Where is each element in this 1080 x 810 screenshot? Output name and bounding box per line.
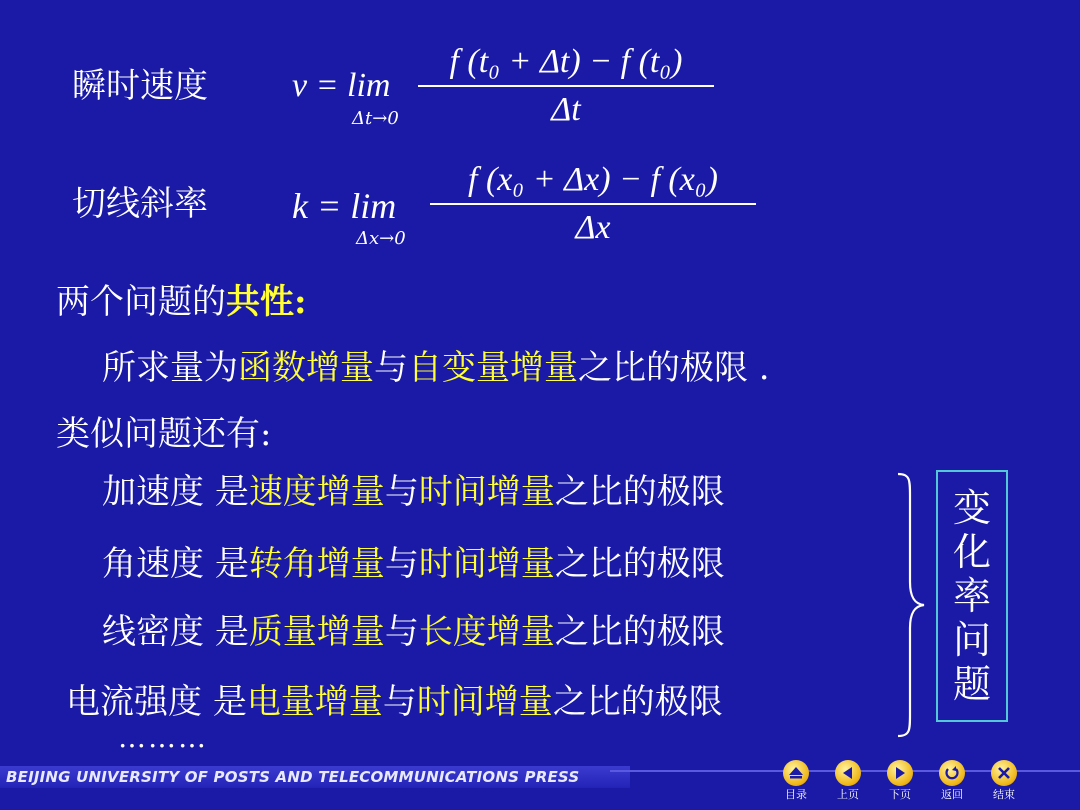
example-tail: 之比的极限 — [554, 472, 725, 512]
example-highlight-2: 时间增量 — [418, 544, 555, 584]
nav-return-label: 返回 — [941, 788, 963, 801]
statement-part-2: 与 — [374, 348, 408, 388]
slope-limit-sub: Δx→0 — [356, 228, 406, 249]
example-name: 电流强度 — [66, 682, 202, 722]
example-mid: 与 — [384, 544, 419, 584]
example-is: 是 — [214, 544, 249, 584]
statement-highlight-2: 自变量增量 — [408, 348, 578, 388]
nav-previous-button[interactable] — [823, 760, 873, 802]
example-is: 是 — [212, 682, 247, 722]
slope-lhs: k = lim — [292, 186, 397, 226]
example-name: 线密度 — [102, 612, 204, 652]
nav-contents-button[interactable] — [771, 760, 821, 802]
example-highlight-1: 电量增量 — [246, 682, 383, 722]
arrow-left-icon[interactable] — [835, 760, 861, 786]
example-highlight-2: 时间增量 — [418, 472, 555, 512]
example-highlight-1: 质量增量 — [248, 612, 385, 652]
example-mid: 与 — [384, 472, 419, 512]
rate-of-change-box — [936, 470, 1008, 722]
velocity-lhs: v = lim — [292, 67, 391, 104]
nav-return-button[interactable] — [927, 760, 977, 802]
arrow-right-icon[interactable] — [887, 760, 913, 786]
nav-end-button[interactable] — [979, 760, 1029, 802]
nav-next-label: 下页 — [889, 788, 911, 801]
box-char: 化 — [952, 530, 991, 574]
similar-heading: 类似问题还有: — [56, 414, 272, 454]
slope-numerator: f (x₀ + Δx) − f (x₀) — [468, 161, 718, 198]
right-brace-icon — [894, 470, 930, 740]
nav-end-label: 结束 — [993, 788, 1015, 801]
slope-denominator: Δx — [575, 209, 611, 246]
box-char: 问 — [952, 618, 991, 662]
velocity-numerator: f (t₀ + Δt) − f (t₀) — [449, 43, 683, 80]
common-statement — [102, 348, 770, 388]
velocity-fraction-bar — [418, 85, 714, 87]
example-is: 是 — [214, 472, 249, 512]
velocity-fraction — [418, 42, 714, 130]
common-highlight: 共性: — [226, 282, 307, 322]
example-row — [102, 612, 725, 652]
slope-fraction — [430, 160, 756, 248]
example-highlight-2: 时间增量 — [416, 682, 553, 722]
example-tail: 之比的极限 — [552, 682, 723, 722]
nav-next-button[interactable] — [875, 760, 925, 802]
return-icon[interactable] — [939, 760, 965, 786]
example-mid: 与 — [384, 612, 419, 652]
box-char: 变 — [952, 486, 991, 530]
ellipsis: ……… — [118, 721, 208, 754]
example-tail: 之比的极限 — [554, 544, 725, 584]
common-heading — [56, 282, 307, 322]
example-highlight-1: 速度增量 — [248, 472, 385, 512]
footer — [0, 760, 1080, 810]
box-char: 题 — [952, 662, 991, 706]
example-name: 角速度 — [102, 544, 204, 584]
example-row — [66, 682, 723, 722]
slope-label: 切线斜率 — [72, 184, 208, 224]
example-tail: 之比的极限 — [554, 612, 725, 652]
example-is: 是 — [214, 612, 249, 652]
statement-part-3: 之比的极限 . — [578, 348, 770, 388]
example-highlight-1: 转角增量 — [248, 544, 385, 584]
slope-fraction-bar — [430, 203, 756, 205]
publisher-name: BEIJING UNIVERSITY OF POSTS AND TELECOMMUNICATIONS PRESS — [6, 768, 580, 786]
example-row — [102, 544, 725, 584]
example-mid: 与 — [382, 682, 417, 722]
velocity-denominator: Δt — [551, 91, 581, 128]
statement-part-1: 所求量为 — [102, 348, 238, 388]
example-row — [102, 472, 725, 512]
example-highlight-2: 长度增量 — [418, 612, 555, 652]
example-name: 加速度 — [102, 472, 204, 512]
home-icon[interactable] — [783, 760, 809, 786]
velocity-limit-sub: Δt→0 — [352, 108, 399, 129]
velocity-label: 瞬时速度 — [72, 66, 208, 106]
close-icon[interactable] — [991, 760, 1017, 786]
nav-contents-label: 目录 — [785, 788, 807, 801]
common-prefix: 两个问题的 — [56, 282, 226, 322]
statement-highlight-1: 函数增量 — [238, 348, 374, 388]
box-char: 率 — [952, 574, 991, 618]
nav-previous-label: 上页 — [837, 788, 859, 801]
